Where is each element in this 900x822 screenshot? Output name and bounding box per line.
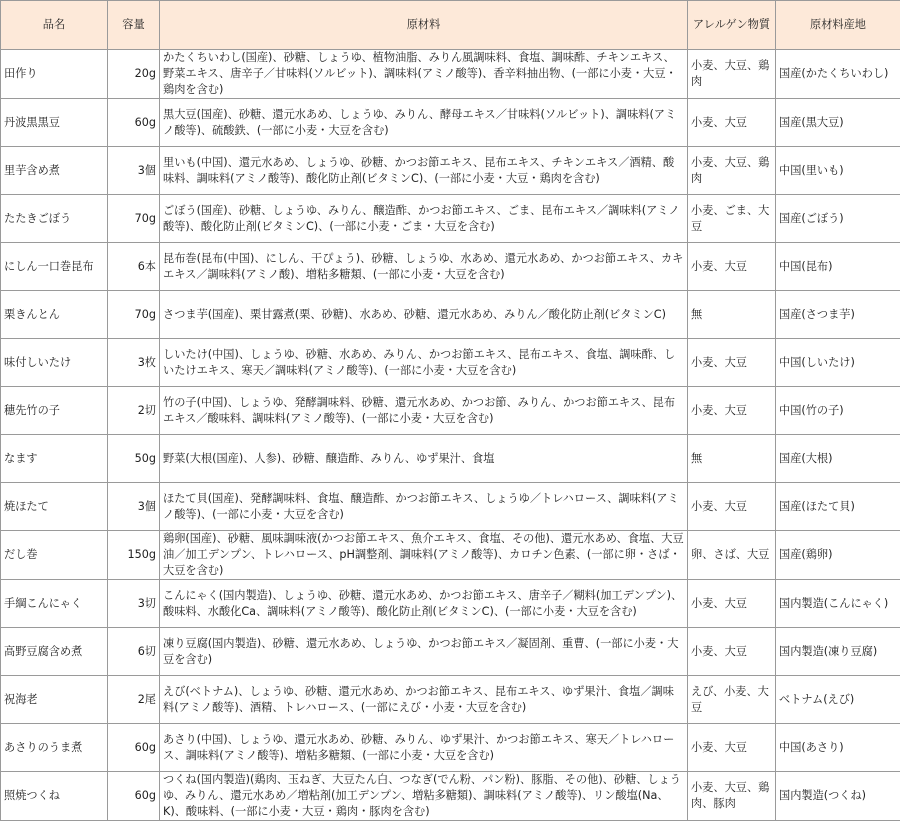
header-row [1,1,900,50]
volume-cell: 3枚 [108,339,160,387]
materials-cell: 黒大豆(国産)、砂糖、還元水あめ、しょうゆ、みりん、酵母エキス／甘味料(ソルビット)、調味料(アミノ酸等)、硫酸鉄、(一部に小麦・大豆を含む) [160,99,688,147]
allergens-cell: 小麦、大豆、鶏肉、豚肉 [688,772,776,821]
materials-cell: 鶏卵(国産)、砂糖、風味調味液(かつお節エキス、魚介エキス、食塩、その他)、還元水あめ、食塩、大豆油／加工デンプン、トレハロース、pH調整剤、調味料(アミノ酸等)、カロチン色素、(一部に卵・さば・大豆を含む) [160,531,688,580]
origin-cell: ベトナム(えび) [776,676,900,724]
allergens-cell: 無 [688,291,776,339]
product-name-cell: 田作り [1,50,108,99]
materials-cell: さつま芋(国産)、栗甘露煮(栗、砂糖)、水あめ、砂糖、還元水あめ、みりん／酸化防止剤(ビタミンC) [160,291,688,339]
volume-cell: 2尾 [108,676,160,724]
product-name-cell: にしん一口巻昆布 [1,243,108,291]
product-name-cell: 祝海老 [1,676,108,724]
table-row [1,243,900,291]
table-header [1,1,900,50]
materials-cell: えび(ベトナム)、しょうゆ、砂糖、還元水あめ、かつお節エキス、昆布エキス、ゆず果汁、食塩／調味料(アミノ酸等)、酒精、トレハロース、(一部にえび・小麦・大豆を含む) [160,676,688,724]
table-body [1,50,900,821]
origin-cell: 国内製造(凍り豆腐) [776,628,900,676]
product-name-cell: なます [1,435,108,483]
origin-cell: 国産(黒大豆) [776,99,900,147]
product-name-cell: 栗きんとん [1,291,108,339]
table-row [1,772,900,821]
volume-cell: 3個 [108,147,160,195]
table-row [1,99,900,147]
product-name-cell: 焼ほたて [1,483,108,531]
volume-cell: 6本 [108,243,160,291]
origin-cell: 国産(さつま芋) [776,291,900,339]
materials-cell: 里いも(中国)、還元水あめ、しょうゆ、砂糖、かつお節エキス、昆布エキス、チキンエキス／酒精、酸味料、調味料(アミノ酸等)、酸化防止剤(ビタミンC)、(一部に小麦・大豆・鶏肉を含む) [160,147,688,195]
allergens-cell: 小麦、大豆 [688,339,776,387]
materials-cell: 竹の子(中国)、しょうゆ、発酵調味料、砂糖、還元水あめ、かつお節、みりん、かつお節エキス、昆布エキス／酸味料、調味料(アミノ酸等)、(一部に小麦・大豆を含む) [160,387,688,435]
product-name-cell: たたきごぼう [1,195,108,243]
header-allergens: アレルゲン物質 [688,1,776,50]
allergens-cell: えび、小麦、大豆 [688,676,776,724]
product-name-cell: 手綱こんにゃく [1,580,108,628]
origin-cell: 国産(鶏卵) [776,531,900,580]
table-row [1,387,900,435]
product-name-cell: あさりのうま煮 [1,724,108,772]
volume-cell: 60g [108,724,160,772]
materials-cell: ほたて貝(国産)、発酵調味料、食塩、醸造酢、かつお節エキス、しょうゆ／トレハロース、調味料(アミノ酸等)、(一部に小麦・大豆を含む) [160,483,688,531]
product-name-cell: 高野豆腐含め煮 [1,628,108,676]
table-row [1,531,900,580]
header-name: 品名 [1,1,108,50]
volume-cell: 60g [108,99,160,147]
table-row [1,291,900,339]
origin-cell: 国産(ほたて貝) [776,483,900,531]
origin-cell: 国産(大根) [776,435,900,483]
product-name-cell: 穂先竹の子 [1,387,108,435]
materials-cell: こんにゃく(国内製造)、しょうゆ、砂糖、還元水あめ、かつお節エキス、唐辛子／糊料(加工デンプン)、酸味料、水酸化Ca、調味料(アミノ酸等)、酸化防止剤(ビタミンC)、(一部に小麦・大豆を含む) [160,580,688,628]
materials-cell: あさり(中国)、しょうゆ、還元水あめ、砂糖、みりん、ゆず果汁、かつお節エキス、寒天／トレハロース、調味料(アミノ酸等)、増粘多糖類、(一部に小麦・大豆を含む) [160,724,688,772]
origin-cell: 国内製造(つくね) [776,772,900,821]
materials-cell: 野菜(大根(国産)、人参)、砂糖、醸造酢、みりん、ゆず果汁、食塩 [160,435,688,483]
header-materials: 原材料 [160,1,688,50]
materials-cell: 昆布巻(昆布(中国)、にしん、干ぴょう)、砂糖、しょうゆ、水あめ、還元水あめ、かつお節エキス、カキエキス／調味料(アミノ酸)、増粘多糖類、(一部に小麦・大豆を含む) [160,243,688,291]
origin-cell: 国産(かたくちいわし) [776,50,900,99]
volume-cell: 60g [108,772,160,821]
allergens-cell: 小麦、大豆 [688,628,776,676]
volume-cell: 3個 [108,483,160,531]
table-row [1,580,900,628]
volume-cell: 70g [108,291,160,339]
volume-cell: 2切 [108,387,160,435]
table-row [1,676,900,724]
volume-cell: 50g [108,435,160,483]
product-name-cell: 味付しいたけ [1,339,108,387]
header-volume: 容量 [108,1,160,50]
allergens-cell: 卵、さば、大豆 [688,531,776,580]
origin-cell: 中国(里いも) [776,147,900,195]
allergens-cell: 小麦、大豆 [688,387,776,435]
header-origin: 原材料産地 [776,1,900,50]
table-row [1,147,900,195]
allergens-cell: 小麦、大豆、鶏肉 [688,50,776,99]
product-name-cell: 里芋含め煮 [1,147,108,195]
materials-cell: つくね(国内製造)(鶏肉、玉ねぎ、大豆たん白、つなぎ(でん粉、パン粉)、豚脂、その他)、砂糖、しょうゆ、みりん、還元水あめ／増粘剤(加工デンプン、増粘多糖類)、調味料(アミノ酸等)、リン酸塩(Na、K)、酸味料、(一部に小麦・大豆・鶏肉・豚肉を含む) [160,772,688,821]
allergens-cell: 小麦、大豆、鶏肉 [688,147,776,195]
origin-cell: 国内製造(こんにゃく) [776,580,900,628]
table-row [1,483,900,531]
volume-cell: 20g [108,50,160,99]
origin-cell: 中国(竹の子) [776,387,900,435]
allergens-cell: 無 [688,435,776,483]
table-row [1,724,900,772]
table-row [1,628,900,676]
table-row [1,339,900,387]
volume-cell: 150g [108,531,160,580]
origin-cell: 中国(しいたけ) [776,339,900,387]
volume-cell: 6切 [108,628,160,676]
materials-cell: ごぼう(国産)、砂糖、しょうゆ、みりん、醸造酢、かつお節エキス、ごま、昆布エキス／調味料(アミノ酸等)、酸化防止剤(ビタミンC)、(一部に小麦・ごま・大豆を含む) [160,195,688,243]
origin-cell: 中国(あさり) [776,724,900,772]
product-name-cell: だし巻 [1,531,108,580]
materials-cell: しいたけ(中国)、しょうゆ、砂糖、水あめ、みりん、かつお節エキス、昆布エキス、食塩、調味酢、しいたけエキス、寒天／調味料(アミノ酸等)、(一部に小麦・大豆を含む) [160,339,688,387]
materials-cell: かたくちいわし(国産)、砂糖、しょうゆ、植物油脂、みりん風調味料、食塩、調味酢、チキンエキス、野菜エキス、唐辛子／甘味料(ソルビット)、調味料(アミノ酸等)、香辛料抽出物、(一部に小麦・大豆・鶏肉を含む) [160,50,688,99]
origin-cell: 国産(ごぼう) [776,195,900,243]
volume-cell: 70g [108,195,160,243]
origin-cell: 中国(昆布) [776,243,900,291]
materials-cell: 凍り豆腐(国内製造)、砂糖、還元水あめ、しょうゆ、かつお節エキス／凝固剤、重曹、(一部に小麦・大豆を含む) [160,628,688,676]
allergens-cell: 小麦、大豆 [688,580,776,628]
table-row [1,50,900,99]
volume-cell: 3切 [108,580,160,628]
table-row [1,195,900,243]
product-name-cell: 丹波黒黒豆 [1,99,108,147]
allergens-cell: 小麦、大豆 [688,243,776,291]
allergens-cell: 小麦、大豆 [688,724,776,772]
table-row [1,435,900,483]
product-name-cell: 照焼つくね [1,772,108,821]
allergens-cell: 小麦、大豆 [688,483,776,531]
allergens-cell: 小麦、大豆 [688,99,776,147]
allergens-cell: 小麦、ごま、大豆 [688,195,776,243]
